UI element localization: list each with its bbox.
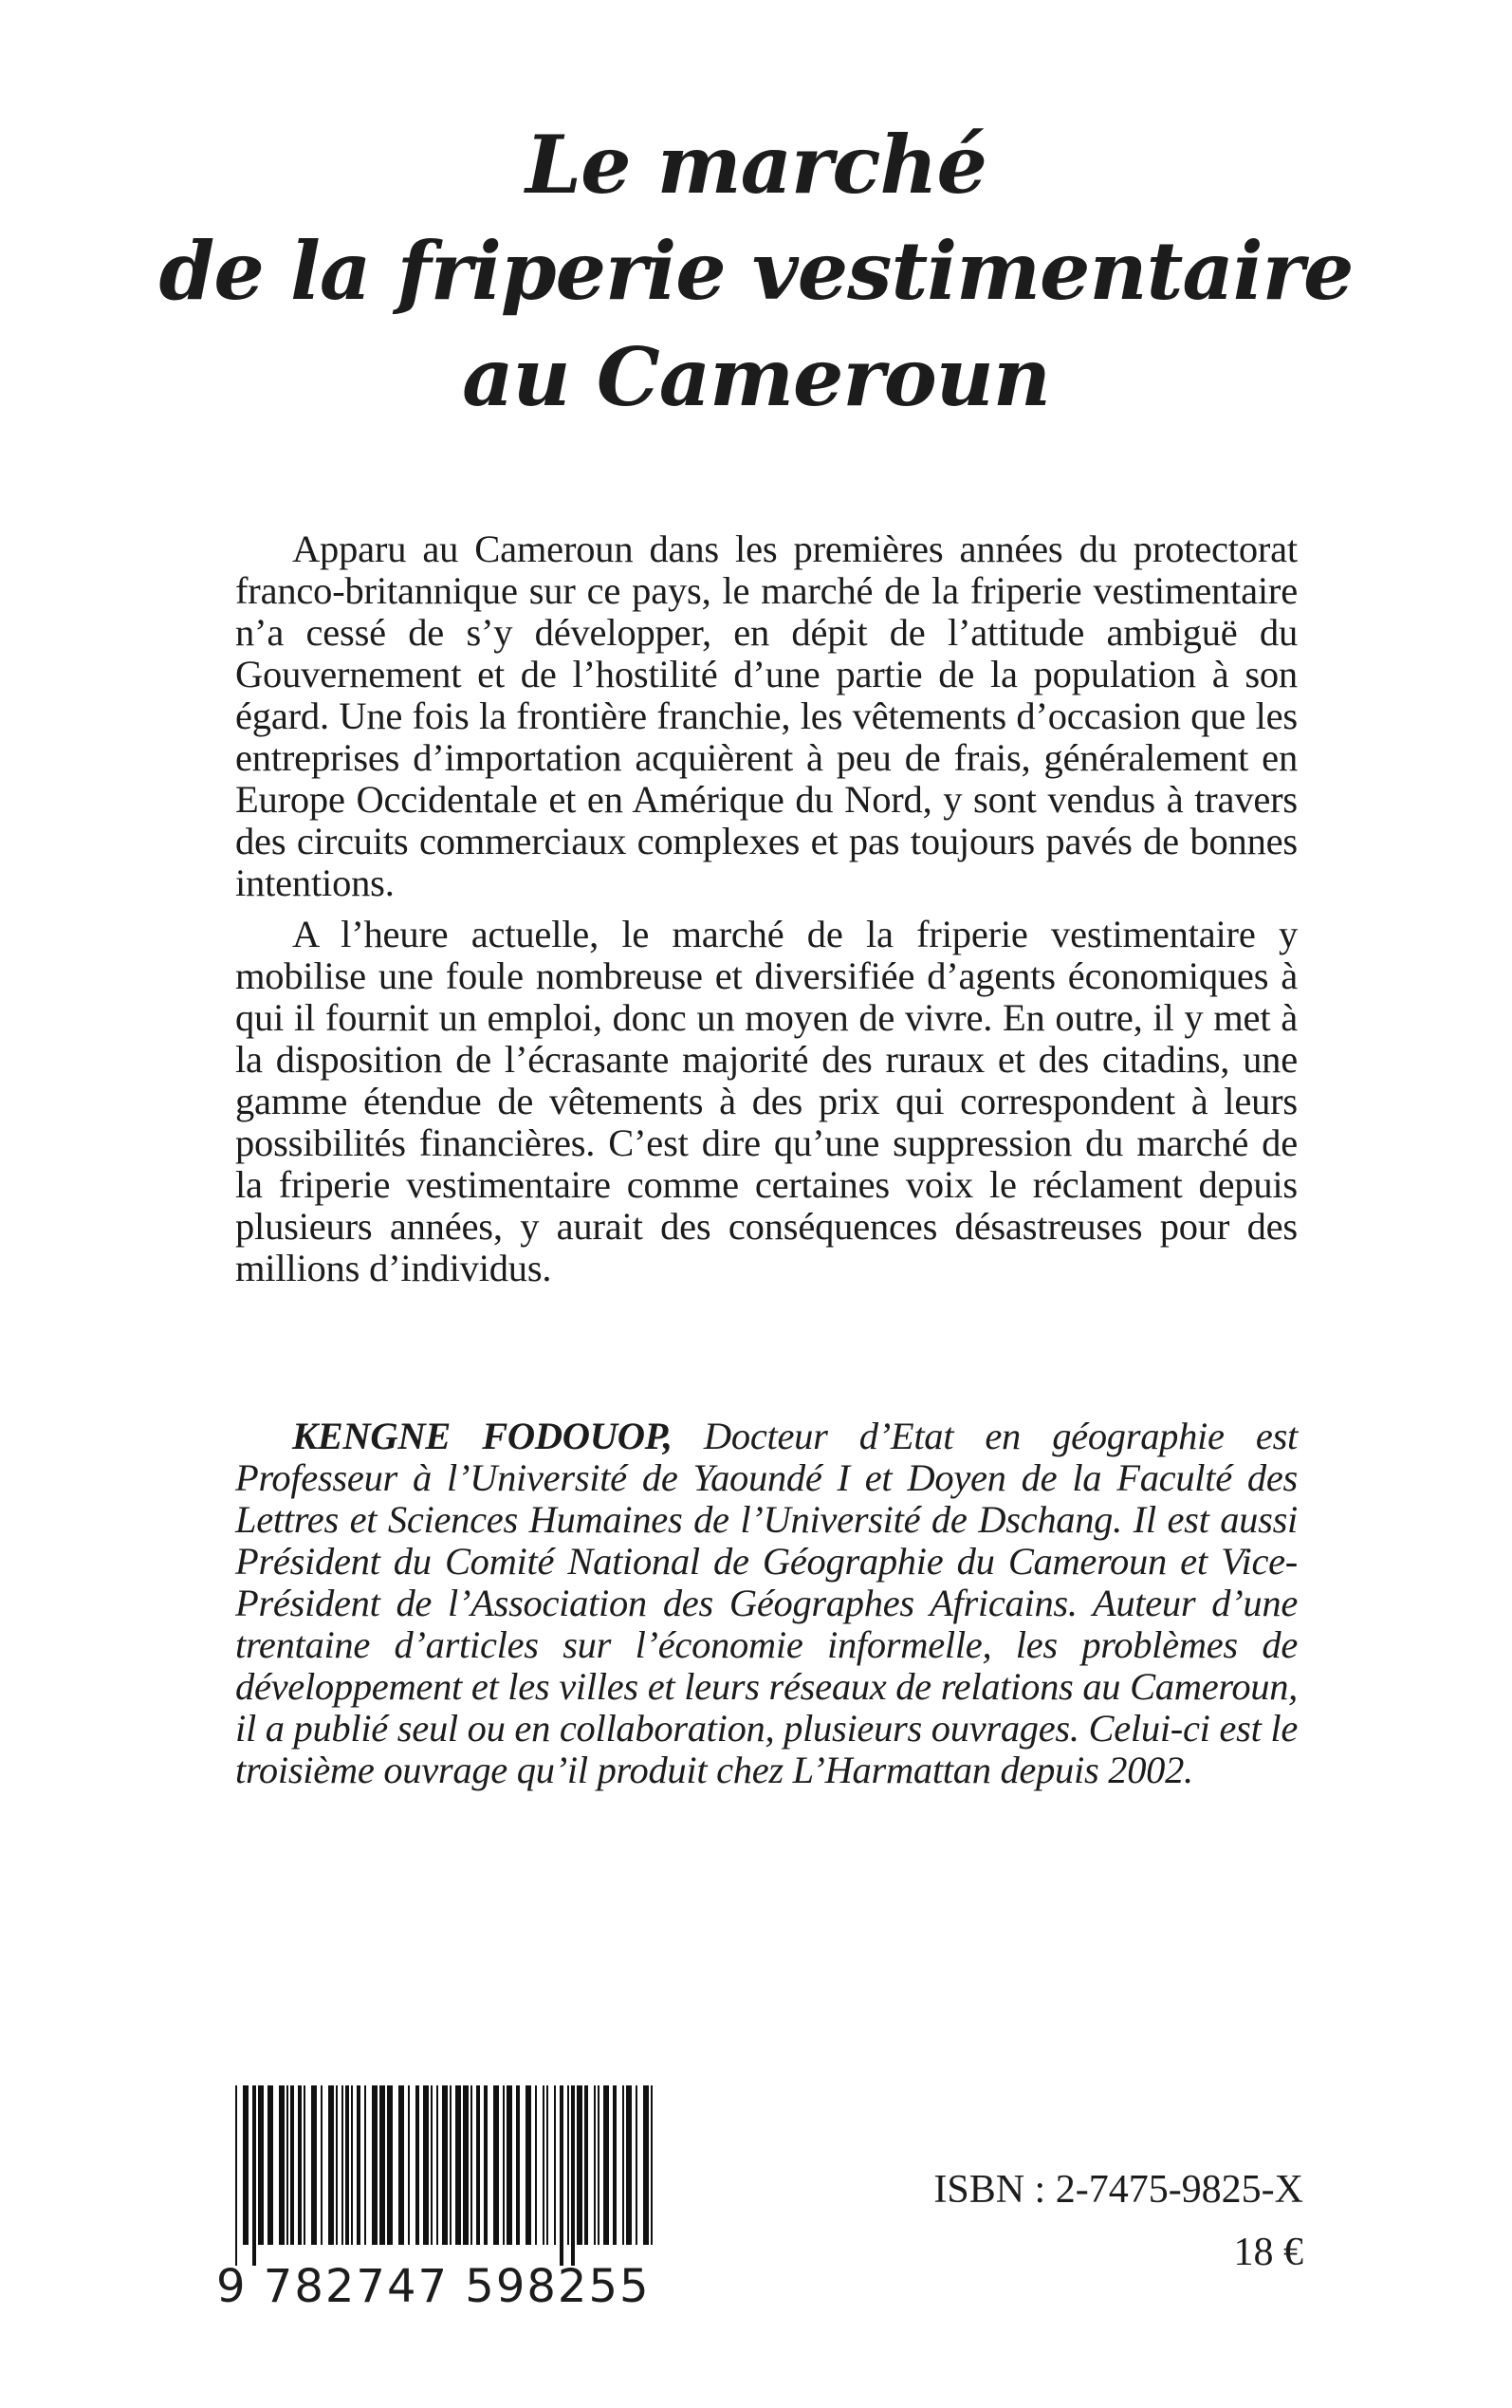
author-bio [235, 1416, 1298, 1791]
blurb [235, 528, 1298, 1299]
author-bio-text: Docteur d’Etat en géographie est Professeur à l’Université de Yaoundé I et Doyen de la Faculté des Lettres et Sciences Humaines de l’Université de Dschang. Il est aussi Président du Comité National de Géographie du Cameroun et Vice-Président de l’Association des Géographes Africains. Auteur d’une trentaine d’articles sur l’économie informelle, les problèmes de développement et les villes et leurs réseaux de relations au Cameroun, il a publié seul ou en collaboration, plusieurs ouvrages. Celui-ci est le troisième ouvrage qu’il produit chez L’Harmattan depuis 2002. [235, 1415, 1298, 1791]
blurb-paragraph-1: Apparu au Cameroun dans les premières années du protectorat franco-britannique sur ce pays, le marché de la friperie vestimentaire n’a cessé de s’y développer, en dépit de l’attitude ambiguë du Gouvernement et de l’hostilité d’une partie de la population à son égard. Une fois la frontière franchie, les vêtements d’occasion que les entreprises d’importation acquièrent à peu de frais, généralement en Europe Occidentale et en Amérique du Nord, y sont vendus à travers des circuits commerciaux complexes et pas toujours pavés de bonnes intentions. [235, 528, 1298, 904]
title-line-3: au Cameroun [462, 330, 1050, 424]
barcode-icon [233, 2085, 658, 2266]
barcode-digits: 9 782747 598255 [216, 2260, 651, 2313]
title-line-2: de la friperie vestimentaire [158, 224, 1354, 318]
blurb-paragraph-2: A l’heure actuelle, le marché de la friperie vestimentaire y mobilise une foule nombreuse et diversifiée d’agents économiques à qui il fournit un emploi, donc un moyen de vivre. En outre, il y met à la disposition de l’écrasante majorité des ruraux et des citadins, une gamme étendue de vêtements à des prix qui correspondent à leurs possibilités financières. C’est dire qu’une suppression du marché de la friperie vestimentaire comme certaines voix le réclament depuis plusieurs années, y aurait des conséquences désastreuses pour des millions d’individus. [235, 913, 1298, 1289]
book-title [0, 112, 1512, 431]
price: 18 € [1233, 2231, 1303, 2274]
isbn: ISBN : 2-7475-9825-X [933, 2168, 1303, 2212]
title-line-1: Le marché [526, 118, 986, 212]
author-name: KENGNE FODOUOP, [292, 1415, 673, 1457]
